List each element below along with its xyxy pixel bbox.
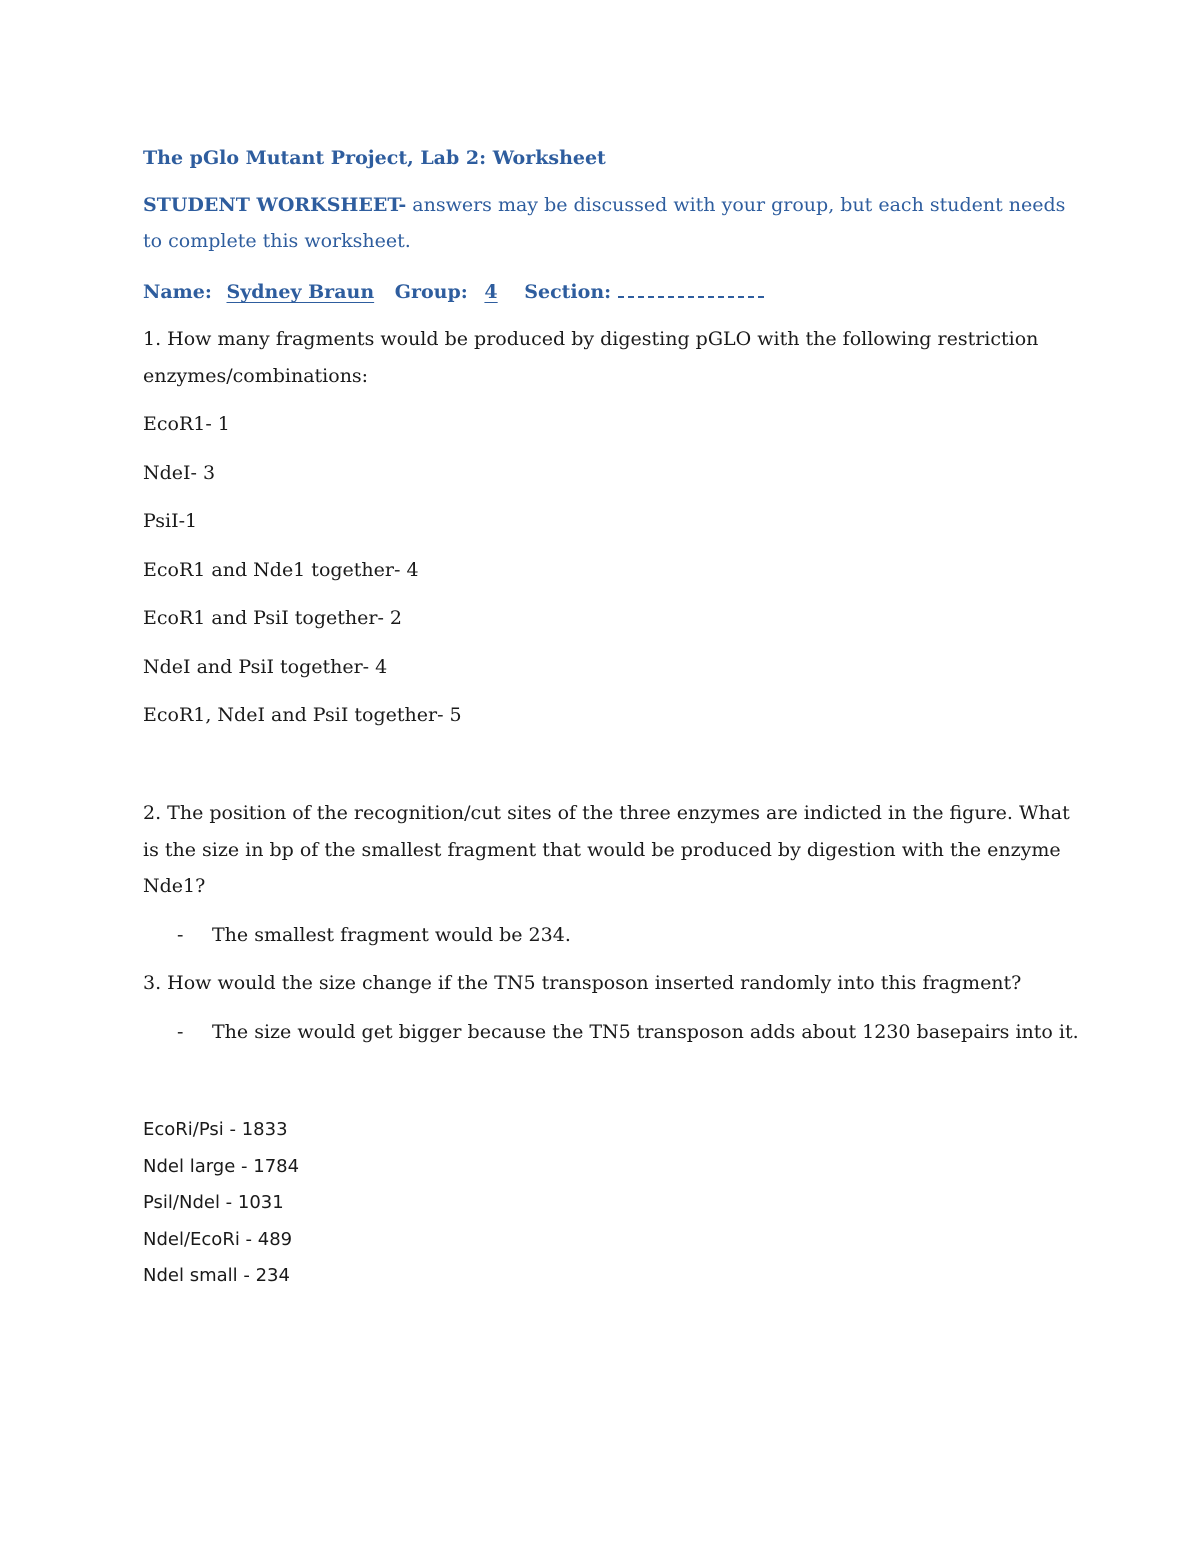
group-value: 4 (484, 281, 498, 303)
section-blank (618, 278, 764, 298)
answer-ecor1-nde1: EcoR1 and Nde1 together- 4 (143, 559, 419, 581)
answer-ecor1: EcoR1- 1 (143, 413, 230, 435)
question-3-bullet: - (177, 1021, 184, 1043)
instruction-text-1: answers may be discussed with your group, but each student needs (406, 194, 1066, 216)
answer-psii: PsiI-1 (143, 510, 198, 532)
instruction-line-2: to complete this worksheet. (143, 230, 411, 252)
fragment-ecori-psi: EcoRi/Psi - 1833 (143, 1119, 288, 1140)
instruction-label: STUDENT WORKSHEET- (143, 194, 407, 216)
student-info-row (143, 278, 764, 304)
answer-ecor1-psii: EcoR1 and PsiI together- 2 (143, 607, 403, 629)
answer-all-three: EcoR1, NdeI and PsiI together- 5 (143, 704, 462, 726)
fragment-ndel-large: Ndel large - 1784 (143, 1156, 300, 1177)
question-3-answer: The size would get bigger because the TN5 transposon adds about 1230 basepairs into it. (212, 1021, 1079, 1043)
question-1-line-1: 1. How many fragments would be produced by digesting pGLO with the following restriction (143, 328, 1039, 350)
section-label: Section: (524, 281, 612, 303)
worksheet-title: The pGlo Mutant Project, Lab 2: Worksheet (143, 147, 606, 169)
fragment-psil-ndel: Psil/Ndel - 1031 (143, 1192, 284, 1213)
question-3-text: 3. How would the size change if the TN5 transposon inserted randomly into this fragment? (143, 972, 1022, 994)
name-value: Sydney Braun (226, 281, 375, 303)
fragment-ndel-small: Ndel small - 234 (143, 1265, 290, 1286)
name-label: Name: (143, 281, 212, 303)
instruction-line-1 (143, 193, 1065, 217)
question-2-line-2: is the size in bp of the smallest fragment that would be produced by digestion with the enzyme (143, 839, 1061, 861)
question-1-line-2: enzymes/combinations: (143, 365, 369, 387)
group-label: Group: (394, 281, 468, 303)
question-2-line-3: Nde1? (143, 875, 206, 897)
answer-ndei: NdeI- 3 (143, 462, 216, 484)
question-2-bullet: - (177, 924, 184, 946)
answer-ndei-psii: NdeI and PsiI together- 4 (143, 656, 388, 678)
fragment-ndel-ecori: Ndel/EcoRi - 489 (143, 1229, 293, 1250)
question-2-answer: The smallest fragment would be 234. (212, 924, 571, 946)
question-2-line-1: 2. The position of the recognition/cut sites of the three enzymes are indicted in the figure. What (143, 802, 1070, 824)
